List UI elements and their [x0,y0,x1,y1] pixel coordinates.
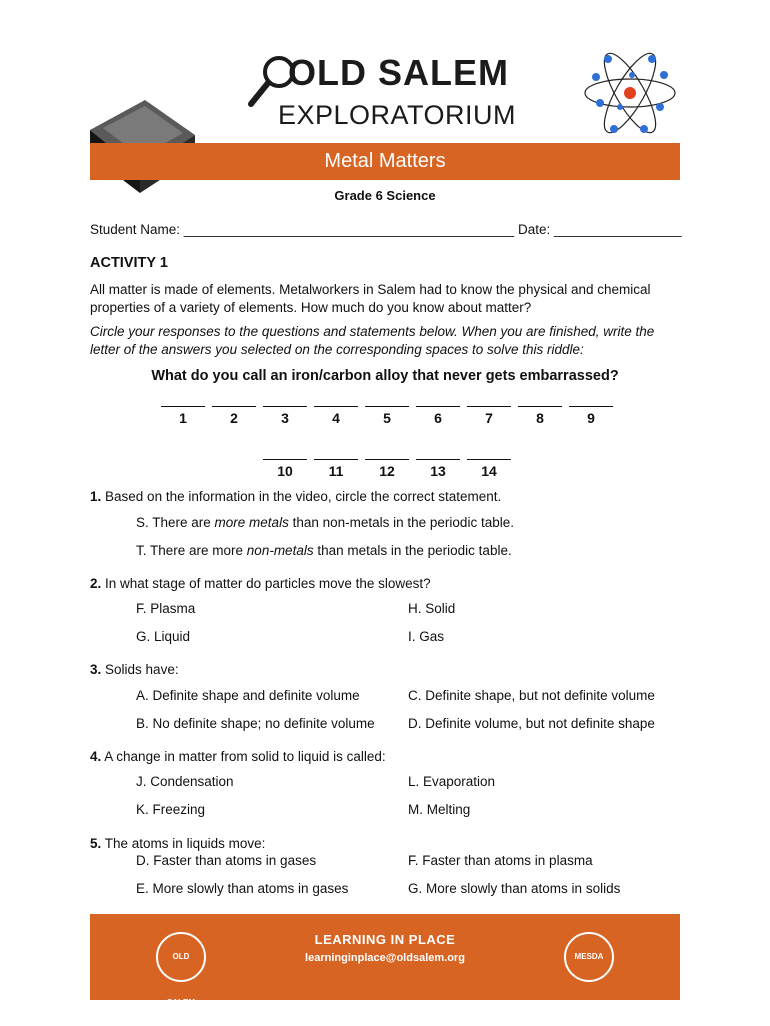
student-name-field[interactable]: Student Name: ____________________________________________ [90,222,515,237]
question-1 [90,489,501,504]
option-emphasis: more metals [214,515,289,530]
answer-option-t[interactable] [136,543,512,558]
answer-blank[interactable]: 3 [263,406,307,426]
question-text: Based on the information in the video, circle the correct statement. [105,489,502,504]
logo-title: OLD SALEM [288,52,509,93]
answer-option[interactable]: A. Definite shape and definite volume [136,688,360,703]
answer-blank[interactable]: 4 [314,406,358,426]
answer-blank[interactable]: 1 [161,406,205,426]
answer-option[interactable]: G. Liquid [136,629,191,644]
answer-blank[interactable]: 6 [416,406,460,426]
old-salem-badge-logo: OLD SALEM [156,932,206,982]
answer-blank[interactable]: 13 [416,459,460,479]
grade-label: Grade 6 Science [334,188,436,203]
question-text: The atoms in liquids move: [104,836,266,851]
question-5 [90,836,265,851]
question-number: 1. [90,489,102,504]
answer-blank[interactable]: 10 [263,459,307,479]
question-4 [90,749,386,764]
answer-option[interactable]: L. Evaporation [408,774,496,789]
answer-option[interactable]: I. Gas [408,629,445,644]
answer-blank[interactable]: 2 [212,406,256,426]
question-2 [90,576,431,591]
footer-email-link[interactable]: learninginplace@oldsalem.org [305,952,465,964]
option-text: than non-metals in the periodic table. [288,515,514,530]
activity-intro: All matter is made of elements. Metalworkers in Salem had to know the physical and chemical properties of a variety of elements. How much do you know about matter? [90,282,651,315]
answer-option[interactable]: G. More slowly than atoms in solids [408,881,621,896]
answer-blanks-row1 [161,406,620,426]
question-3 [90,662,179,677]
answer-blank[interactable]: 5 [365,406,409,426]
answer-blank[interactable]: 7 [467,406,511,426]
question-text: In what stage of matter do particles move the slowest? [105,576,431,591]
page-title: Metal Matters [324,150,446,172]
mesda-badge-logo: MESDA [564,932,614,982]
question-text: Solids have: [105,662,179,677]
title-banner [90,143,680,180]
answer-blanks-row2 [263,459,518,479]
question-number: 2. [90,576,102,591]
option-emphasis: non-metals [246,543,314,558]
riddle-question: What do you call an iron/carbon alloy that never gets embarrassed? [151,368,619,384]
answer-option[interactable]: E. More slowly than atoms in gases [136,881,349,896]
answer-option-s[interactable] [136,515,514,530]
answer-option[interactable]: J. Condensation [136,774,234,789]
answer-option[interactable]: M. Melting [408,802,471,817]
answer-option[interactable]: F. Faster than atoms in plasma [408,853,593,868]
question-number: 4. [90,749,102,764]
answer-blank[interactable]: 12 [365,459,409,479]
option-text: T. There are more [136,543,247,558]
answer-blank[interactable]: 14 [467,459,511,479]
activity-instructions: Circle your responses to the questions and statements below. When you are finished, write the letter of the answers you selected on the corresponding spaces to solve this riddle: [90,324,655,357]
date-field[interactable]: Date: _________________ [518,222,682,237]
answer-option[interactable]: F. Plasma [136,601,196,616]
logo-subtitle: EXPLORATORIUM [278,100,517,130]
option-text: than metals in the periodic table. [313,543,512,558]
footer-title: LEARNING IN PLACE [314,932,456,947]
answer-option[interactable]: C. Definite shape, but not definite volume [408,688,655,703]
atom-icon [582,45,678,141]
question-number: 3. [90,662,102,677]
option-text: S. There are [136,515,215,530]
answer-blank[interactable]: 8 [518,406,562,426]
activity-title: ACTIVITY 1 [90,255,168,271]
answer-option[interactable]: D. Definite volume, but not definite shape [408,716,655,731]
footer-banner [90,914,680,1007]
answer-blank[interactable]: 11 [314,459,358,479]
question-text: A change in matter from solid to liquid is called: [104,749,386,764]
answer-blank[interactable]: 9 [569,406,613,426]
answer-option[interactable]: K. Freezing [136,802,206,817]
answer-option[interactable]: B. No definite shape; no definite volume [136,716,375,731]
answer-option[interactable]: H. Solid [408,601,456,616]
question-number: 5. [90,836,102,851]
answer-option[interactable]: D. Faster than atoms in gases [136,853,317,868]
